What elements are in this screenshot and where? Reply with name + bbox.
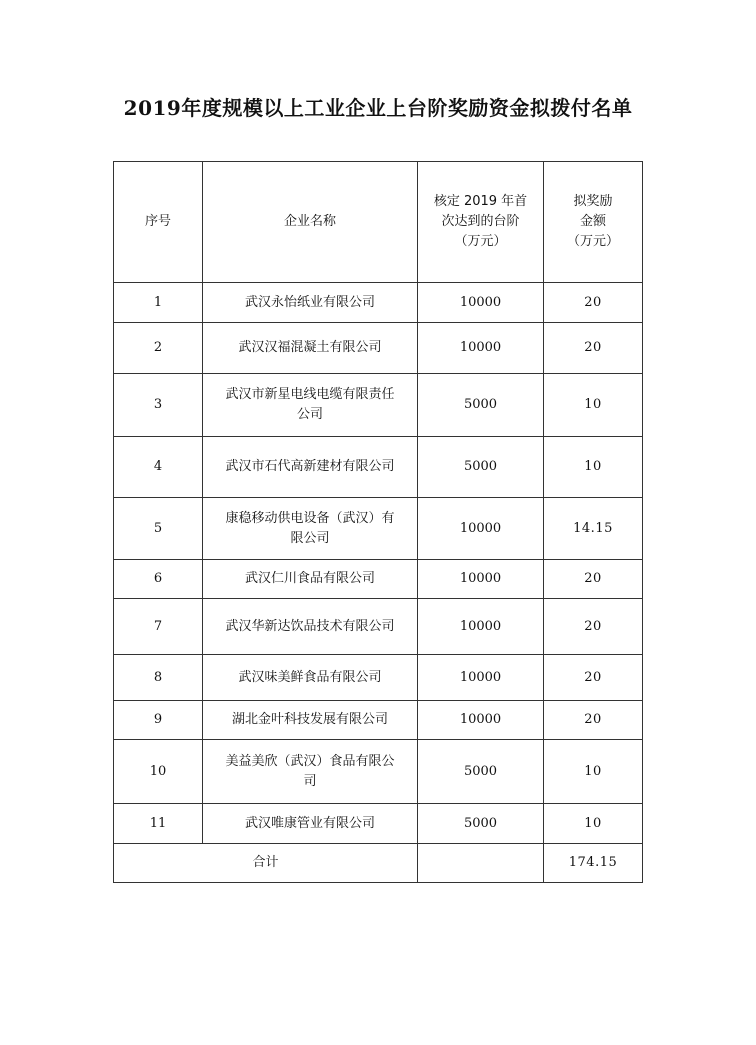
header-amount-line: 金额 bbox=[579, 214, 606, 229]
total-row bbox=[114, 844, 643, 883]
header-revenue-line: 次达到的台阶 bbox=[441, 214, 520, 229]
row-revenue: 5000 bbox=[418, 437, 544, 498]
company-name-line: 武汉汉福混凝土有限公司 bbox=[238, 340, 382, 355]
company-name-line: 武汉华新达饮品技术有限公司 bbox=[225, 618, 395, 634]
table-row bbox=[114, 323, 643, 374]
row-revenue: 5000 bbox=[418, 374, 544, 437]
row-company-name bbox=[203, 701, 418, 740]
header-amount-line: 拟奖励 bbox=[573, 194, 613, 209]
table-row bbox=[114, 701, 643, 740]
row-company-name bbox=[203, 740, 418, 804]
row-seq: 6 bbox=[114, 560, 203, 599]
row-revenue: 10000 bbox=[418, 283, 544, 323]
company-name-line: 公司 bbox=[296, 407, 323, 422]
company-name-line: 美益美欣（武汉）食品有限公 bbox=[225, 753, 395, 769]
row-amount: 20 bbox=[544, 599, 643, 655]
row-seq: 2 bbox=[114, 323, 203, 374]
company-name-line: 康稳移动供电设备（武汉）有 bbox=[225, 510, 395, 526]
row-amount: 20 bbox=[544, 701, 643, 740]
company-name-line: 武汉市新星电线电缆有限责任 bbox=[225, 387, 395, 402]
row-amount: 20 bbox=[544, 323, 643, 374]
total-amount: 174.15 bbox=[544, 844, 643, 883]
total-label: 合计 bbox=[114, 844, 418, 883]
row-company-name bbox=[203, 655, 418, 701]
row-seq: 1 bbox=[114, 283, 203, 323]
table-row bbox=[114, 374, 643, 437]
row-company-name bbox=[203, 374, 418, 437]
row-amount: 20 bbox=[544, 560, 643, 599]
row-company-name bbox=[203, 599, 418, 655]
row-amount: 10 bbox=[544, 804, 643, 844]
company-name-line: 湖北金叶科技发展有限公司 bbox=[231, 712, 388, 727]
row-amount: 20 bbox=[544, 655, 643, 701]
row-company-name bbox=[203, 560, 418, 599]
header-revenue-line: （万元） bbox=[454, 234, 507, 249]
table-row bbox=[114, 740, 643, 804]
header-company-name: 企业名称 bbox=[203, 162, 418, 283]
row-revenue: 10000 bbox=[418, 701, 544, 740]
row-company-name bbox=[203, 283, 418, 323]
company-name-line: 武汉仁川食品有限公司 bbox=[244, 571, 375, 586]
row-seq: 3 bbox=[114, 374, 203, 437]
row-company-name bbox=[203, 498, 418, 560]
table-row bbox=[114, 498, 643, 560]
row-revenue: 10000 bbox=[418, 599, 544, 655]
company-name-line: 司 bbox=[303, 773, 317, 789]
company-name-line: 武汉味美鲜食品有限公司 bbox=[238, 669, 382, 685]
row-amount: 10 bbox=[544, 374, 643, 437]
row-seq: 11 bbox=[114, 804, 203, 844]
row-company-name bbox=[203, 437, 418, 498]
row-seq: 10 bbox=[114, 740, 203, 804]
table-row bbox=[114, 804, 643, 844]
row-seq: 4 bbox=[114, 437, 203, 498]
company-name-line: 武汉永怡纸业有限公司 bbox=[244, 294, 375, 310]
header-amount-line: （万元） bbox=[566, 234, 619, 249]
table-row bbox=[114, 599, 643, 655]
header-seq: 序号 bbox=[114, 162, 203, 283]
row-amount: 10 bbox=[544, 437, 643, 498]
header-award-amount bbox=[544, 162, 643, 283]
header-revenue-level bbox=[418, 162, 544, 283]
row-seq: 5 bbox=[114, 498, 203, 560]
company-name-line: 限公司 bbox=[290, 530, 330, 546]
row-company-name bbox=[203, 804, 418, 844]
table-row bbox=[114, 560, 643, 599]
award-table bbox=[113, 161, 643, 883]
table-header-row bbox=[114, 162, 643, 283]
table-row bbox=[114, 655, 643, 701]
row-seq: 8 bbox=[114, 655, 203, 701]
table-row bbox=[114, 283, 643, 323]
row-amount: 10 bbox=[544, 740, 643, 804]
row-company-name bbox=[203, 323, 418, 374]
row-revenue: 10000 bbox=[418, 560, 544, 599]
row-seq: 9 bbox=[114, 701, 203, 740]
total-revenue-empty bbox=[418, 844, 544, 883]
row-revenue: 5000 bbox=[418, 740, 544, 804]
row-revenue: 10000 bbox=[418, 323, 544, 374]
table-row bbox=[114, 437, 643, 498]
row-seq: 7 bbox=[114, 599, 203, 655]
company-name-line: 武汉唯康管业有限公司 bbox=[244, 815, 375, 831]
company-name-line: 武汉市石代高新建材有限公司 bbox=[225, 459, 395, 474]
row-revenue: 10000 bbox=[418, 655, 544, 701]
page-title: 2019年度规模以上工业企业上台阶奖励资金拟拨付名单 bbox=[123, 96, 633, 120]
row-revenue: 10000 bbox=[418, 498, 544, 560]
row-amount: 14.15 bbox=[544, 498, 643, 560]
header-revenue-line: 核定 2019 年首 bbox=[433, 194, 528, 209]
row-amount: 20 bbox=[544, 283, 643, 323]
row-revenue: 5000 bbox=[418, 804, 544, 844]
